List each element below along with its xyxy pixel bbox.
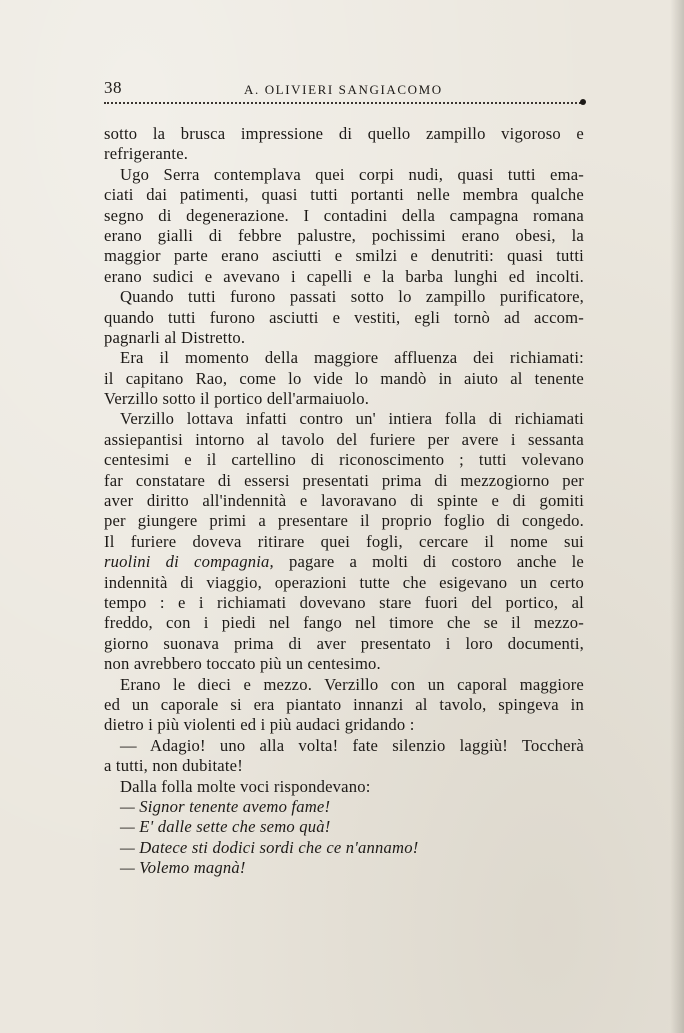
text-line: Verzillo lottava infatti contro un' intiera folla di richiamati bbox=[120, 409, 584, 429]
dialog-line: — Volemo magnà! bbox=[120, 858, 246, 878]
text-line: dietro i più violenti ed i più audaci gridando : bbox=[104, 715, 415, 735]
running-head: A. OLIVIERI SANGIACOMO bbox=[244, 82, 443, 97]
text-line: assiepantisi intorno al tavolo del furiere per avere i sessanta bbox=[104, 429, 584, 449]
text-line: non avrebbero toccato più un centesimo. bbox=[104, 654, 381, 674]
text-line: tempo : e i richiamati dovevano stare fuori del portico, al bbox=[104, 592, 584, 612]
text-line: centesimi e il cartellino di riconoscimento ; tutti volevano bbox=[104, 450, 584, 470]
text-line: erano sudici e avevano i capelli e la barba lunghi ed incolti. bbox=[104, 266, 584, 286]
page-edge-shadow bbox=[670, 0, 684, 1033]
text-line: Quando tutti furono passati sotto lo zampillo purificatore, bbox=[120, 287, 584, 307]
text-line: Erano le dieci e mezzo. Verzillo con un caporal maggiore bbox=[120, 674, 584, 694]
italic-phrase: ruolini di compagnia, bbox=[104, 552, 274, 572]
text-line-rest: pagare a molti di costoro anche le bbox=[288, 552, 584, 572]
text-line: ed un caporale si era piantato innanzi al tavolo, spingeva in bbox=[104, 694, 584, 714]
text-line: ciati dai patimenti, quasi tutti portanti nelle membra qualche bbox=[104, 185, 584, 205]
page-number: 38 bbox=[104, 78, 122, 97]
dialog-line: — Adagio! uno alla volta! fate silenzio laggiù! Toccherà bbox=[120, 735, 584, 755]
text-line: Il furiere doveva ritirare quei fogli, cercare il nome sui bbox=[104, 531, 584, 551]
body-text bbox=[104, 124, 584, 878]
dialog-line: — E' dalle sette che semo quà! bbox=[120, 817, 331, 837]
text-line: maggior parte erano asciutti e smilzi e denutriti: quasi tutti bbox=[104, 246, 584, 266]
text-line: segno di degenerazione. I contadini della campagna romana bbox=[104, 205, 584, 225]
text-line: indennità di viaggio, operazioni tutte che esigevano un certo bbox=[104, 572, 584, 592]
text-line: Era il momento della maggiore affluenza dei richiamati: bbox=[120, 348, 584, 368]
text-line: quando tutti furono asciutti e vestiti, egli tornò ad accom- bbox=[104, 307, 584, 327]
header-rule bbox=[104, 102, 584, 104]
text-line: erano gialli di febbre palustre, pochissimi erano obesi, la bbox=[104, 225, 584, 245]
dialog-line: — Datece sti dodici sordi che ce n'annamo! bbox=[120, 837, 419, 857]
text-line: Verzillo sotto il portico dell'armaiuolo. bbox=[104, 389, 370, 409]
text-line: refrigerante. bbox=[104, 144, 189, 164]
text-line-mixed bbox=[104, 552, 584, 572]
text-line: per giungere primi a presentare il proprio foglio di congedo. bbox=[104, 511, 584, 531]
text-line: il capitano Rao, come lo vide lo mandò in aiuto al tenente bbox=[104, 368, 584, 388]
page-header bbox=[104, 78, 584, 102]
dialog-line: — Signor tenente avemo fame! bbox=[120, 796, 331, 816]
text-line: aver diritto all'indennità e lavoravano di spinte e di gomiti bbox=[104, 491, 584, 511]
text-line: Ugo Serra contemplava quei corpi nudi, quasi tutti ema- bbox=[120, 164, 584, 184]
text-line: pagnarli al Distretto. bbox=[104, 327, 246, 347]
text-line: far constatare di essersi presentati prima di mezzogiorno per bbox=[104, 470, 584, 490]
text-line: freddo, con i piedi nel fango nel timore che se il mezzo- bbox=[104, 613, 584, 633]
text-line: sotto la brusca impressione di quello zampillo vigoroso e bbox=[104, 124, 584, 143]
text-line: a tutti, non dubitate! bbox=[104, 756, 243, 776]
text-line: giorno suonava prima di aver presentato i loro documenti, bbox=[104, 633, 584, 653]
header-rule-end-dot bbox=[580, 99, 586, 105]
text-line: Dalla folla molte voci rispondevano: bbox=[120, 776, 371, 796]
